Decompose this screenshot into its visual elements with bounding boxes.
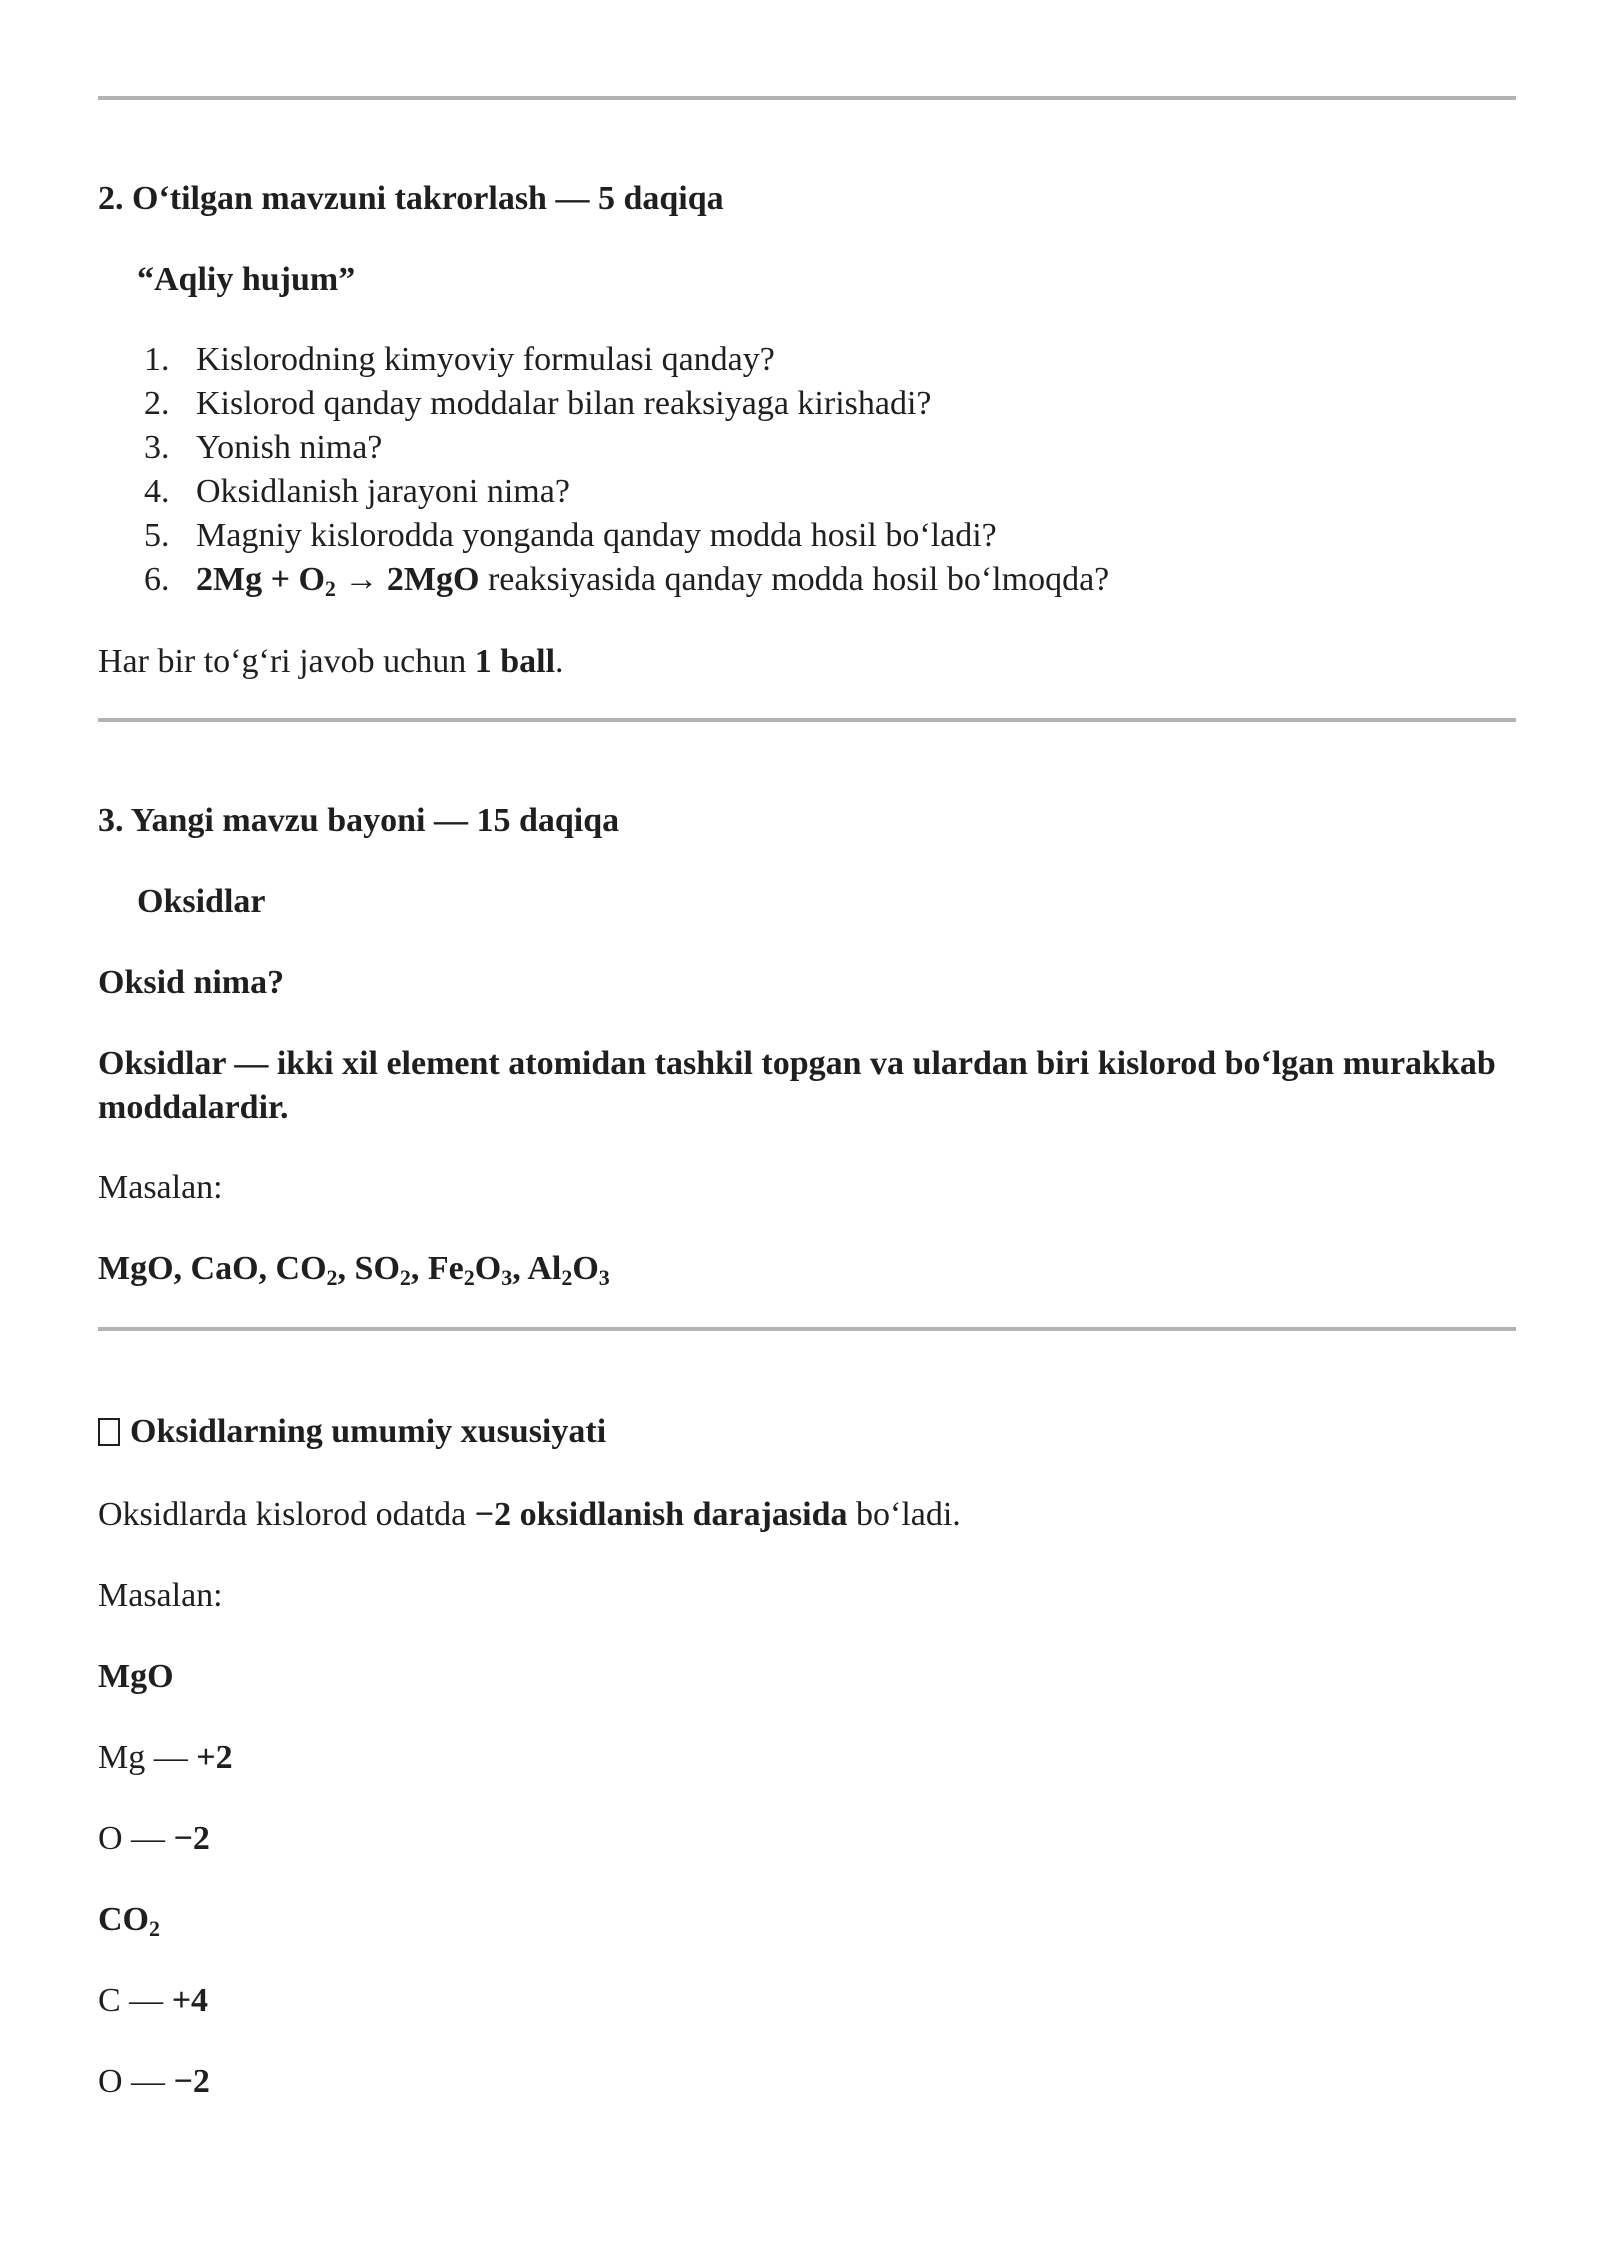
divider	[98, 718, 1516, 722]
element-label: Mg —	[98, 1739, 197, 1776]
question-text: reaksiyasida qanday modda hosil bo‘lmoqda?	[479, 561, 1110, 598]
formula-text: O	[474, 1250, 502, 1287]
example-label: Masalan:	[98, 1169, 223, 1206]
question-text: Yonish nima?	[196, 429, 383, 466]
formula-list	[98, 1247, 610, 1291]
element-label: O —	[98, 2063, 174, 2100]
list-item	[98, 558, 1109, 602]
formula-text: , Fe	[410, 1250, 464, 1287]
list-number: 3.	[144, 429, 170, 466]
oxidation-state	[98, 1817, 210, 1861]
subscript: 2	[326, 1265, 338, 1290]
question-text: Kislorod qanday moddalar bilan reaksiyaga kirishadi?	[196, 385, 932, 422]
method-title: “Aqliy hujum”	[137, 261, 356, 298]
oxidation-state	[98, 1979, 208, 2023]
example-label: Masalan:	[98, 1577, 223, 1614]
example-formula: MgO	[98, 1658, 174, 1695]
statement-text: Oksidlarda kislorod odatda	[98, 1496, 475, 1533]
subheading	[98, 1410, 606, 1454]
statement-emphasis: −2 oksidlanish darajasida	[474, 1496, 848, 1533]
formula-text: CO	[98, 1901, 149, 1938]
oxidation-value: −2	[173, 2063, 210, 2100]
reaction-arrow: →	[335, 561, 387, 598]
list-item	[98, 426, 1109, 470]
scoring-points: 1 ball	[474, 643, 556, 680]
equation-reactants: 2Mg + O	[196, 561, 325, 598]
scoring-note	[98, 640, 564, 684]
list-item	[98, 514, 1109, 558]
statement	[98, 1493, 961, 1537]
question-text: Magniy kislorodda yonganda qanday modda hosil bo‘ladi?	[196, 517, 997, 554]
list-number: 5.	[144, 517, 170, 554]
list-item	[98, 382, 1109, 426]
list-number: 4.	[144, 473, 170, 510]
statement-end: bo‘ladi.	[847, 1496, 961, 1533]
scoring-end: .	[555, 643, 564, 680]
missing-glyph-icon	[98, 1418, 120, 1446]
formula-text: , Al	[512, 1250, 562, 1287]
list-item	[98, 470, 1109, 514]
formula-text: , SO	[337, 1250, 400, 1287]
oxidation-value: −2	[173, 1820, 210, 1857]
formula-text: MgO, CaO, CO	[98, 1250, 327, 1287]
list-item	[98, 338, 1109, 382]
section-heading: 3. Yangi mavzu bayoni — 15 daqiqa	[98, 802, 620, 839]
subscript: 2	[463, 1265, 475, 1290]
oxidation-state	[98, 2060, 210, 2104]
oxidation-value: +2	[196, 1739, 233, 1776]
formula-text: O	[572, 1250, 599, 1287]
question-list	[98, 338, 1109, 602]
oxidation-state	[98, 1736, 233, 1780]
divider	[98, 96, 1516, 100]
scoring-text: Har bir to‘g‘ri javob uchun	[98, 643, 475, 680]
subscript: 2	[399, 1265, 411, 1290]
subheading: Oksid nima?	[98, 964, 285, 1001]
question-text: Oksidlanish jarayoni nima?	[196, 473, 570, 510]
equation-product: 2MgO	[386, 561, 480, 598]
list-number: 2.	[144, 385, 170, 422]
subscript: 3	[598, 1265, 610, 1290]
question-text: Kislorodning kimyoviy formulasi qanday?	[196, 341, 775, 378]
subheading-text: Oksidlarning umumiy xususiyati	[130, 1413, 607, 1450]
element-label: C —	[98, 1982, 172, 2019]
section-heading: 2. O‘tilgan mavzuni takrorlash — 5 daqiqa	[98, 180, 724, 217]
example-formula	[98, 1898, 160, 1942]
subscript: 3	[501, 1265, 513, 1290]
oxidation-value: +4	[171, 1982, 209, 2019]
list-number: 6.	[144, 561, 170, 598]
element-label: O —	[98, 1820, 174, 1857]
subscript: 2	[324, 576, 336, 601]
definition: Oksidlar — ikki xil element atomidan tashkil topgan va ulardan biri kislorod bo‘lgan murakkab moddalardir.	[98, 1045, 1496, 1126]
topic-title: Oksidlar	[137, 883, 266, 920]
subscript: 2	[561, 1265, 573, 1290]
subscript: 2	[149, 1916, 160, 1941]
divider	[98, 1327, 1516, 1331]
equation	[196, 561, 480, 601]
list-number: 1.	[144, 341, 170, 378]
